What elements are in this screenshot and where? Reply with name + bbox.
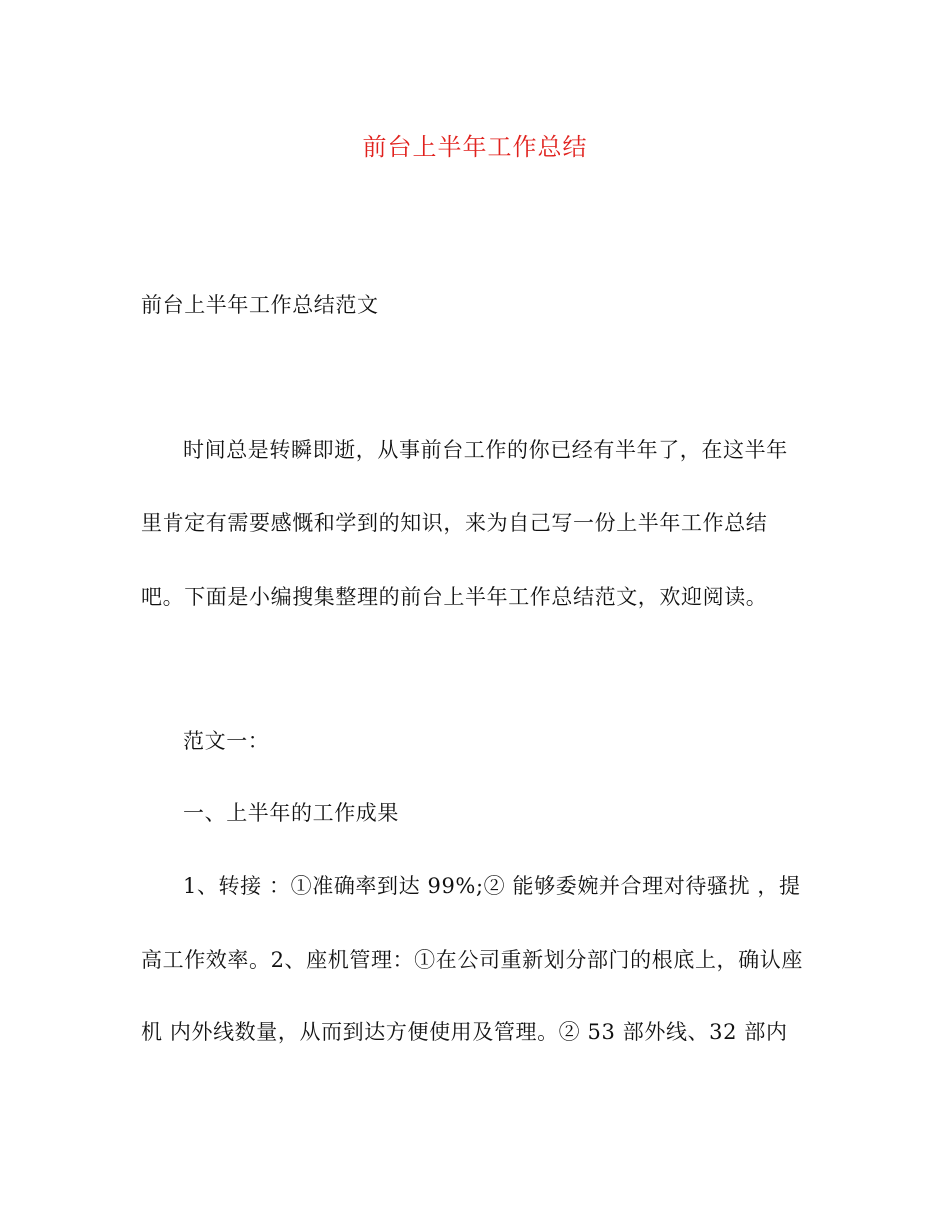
intro-line: 时间总是转瞬即逝，从事前台工作的你已经有半年了，在这半年: [183, 438, 788, 462]
section-heading: 一、上半年的工作成果: [183, 801, 399, 825]
document-title: 前台上半年工作总结: [362, 133, 588, 161]
intro-line: 吧。下面是小编搜集整理的前台上半年工作总结范文，欢迎阅读。: [141, 585, 768, 609]
section-label: 范文一：: [183, 729, 270, 753]
body-line: 1、转接 ：①准确率到达 99%;② 能够委婉并合理对待骚扰 ，提: [183, 874, 801, 898]
body-line: 高工作效率。2、座机管理：①在公司重新划分部门的根底上，确认座: [141, 948, 803, 972]
intro-line: 里肯定有需要感慨和学到的知识，来为自己写一份上半年工作总结: [141, 511, 768, 535]
body-line: 机 内外线数量，从而到达方便使用及管理。② 53 部外线、32 部内: [141, 1020, 788, 1044]
document-subtitle: 前台上半年工作总结范文: [141, 293, 379, 317]
